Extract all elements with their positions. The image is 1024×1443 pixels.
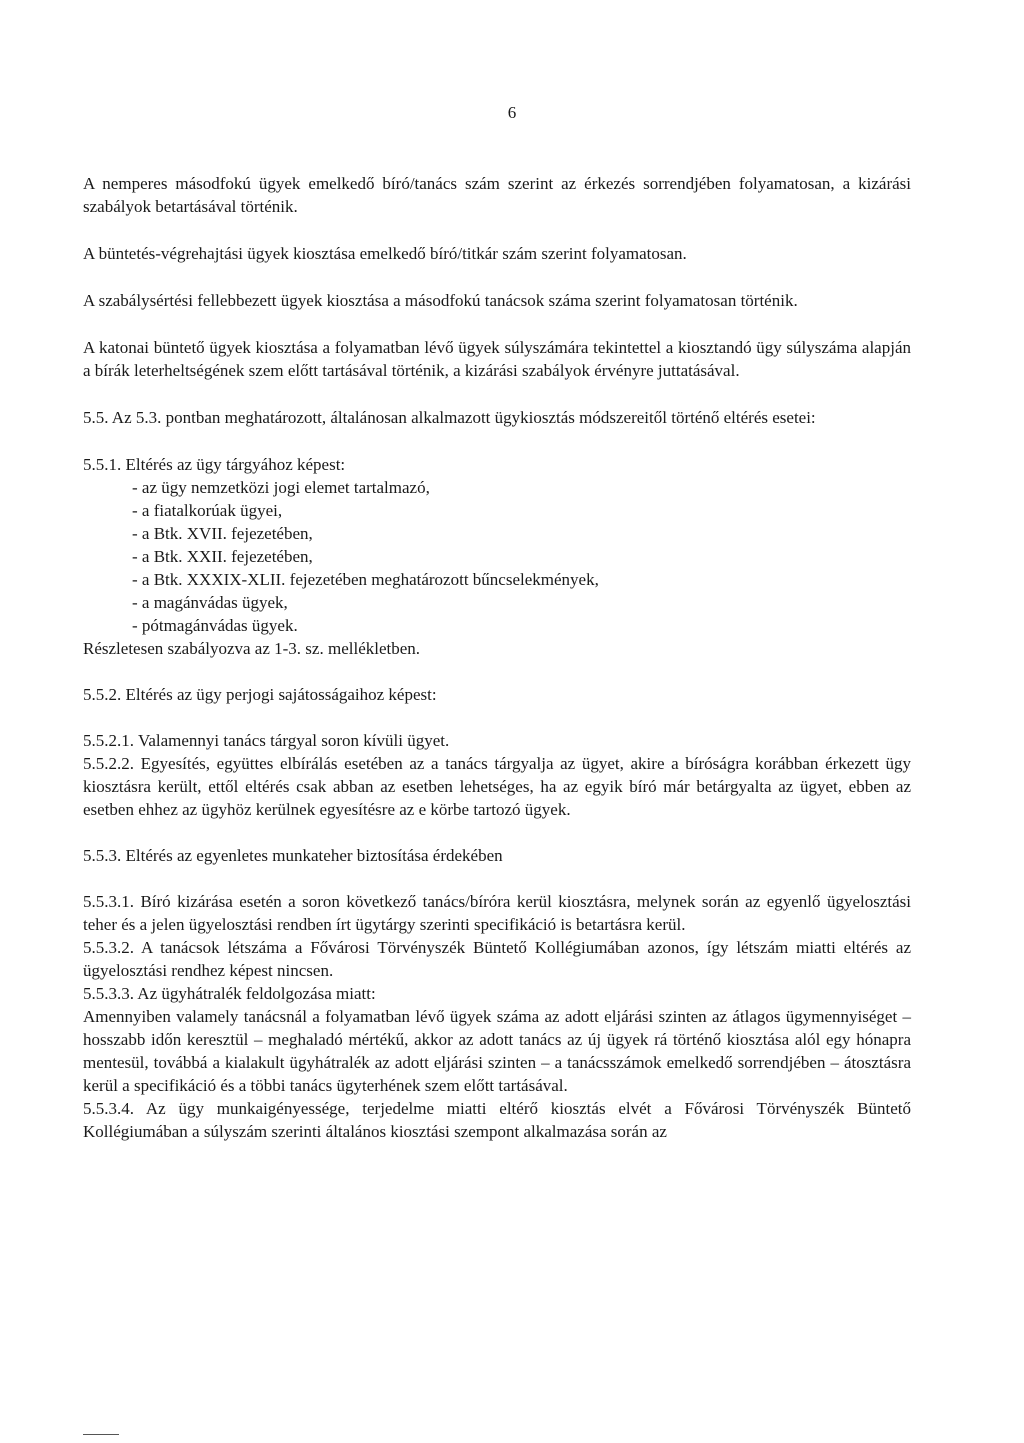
section-5-5-2-2: 5.5.2.2. Egyesítés, együttes elbírálás esetében az a tanács tárgyalja az ügyet, akire a bíróságra korábban érkezett ügy kiosztásra került, ettől eltérés csak abban az esetben lehetséges, ha az egyik bíró már betárgyalta az ügyet, ebben az esetben ehhez az ügyhöz kerülnek egyesítésre az e körbe tartozó ügyek. — [83, 754, 911, 819]
section-5-5-3-4: 5.5.3.4. Az ügy munkaigényessége, terjedelme miatti eltérő kiosztás elvét a Fővárosi Törvényszék Büntető Kollégiumában a súlyszám szerinti általános kiosztási szempont alkalmazása során az — [83, 1099, 911, 1141]
section-5-5-1-note: Részletesen szabályozva az 1-3. sz. mellékletben. — [83, 639, 421, 658]
list-item: - a Btk. XVII. fejezetében, — [132, 524, 313, 543]
list-item: - az ügy nemzetközi jogi elemet tartalmazó, — [132, 478, 430, 497]
paragraph-bv: A büntetés-végrehajtási ügyek kiosztása emelkedő bíró/titkár szám szerint folyamatosan. — [83, 244, 687, 263]
section-5-5-2-1: 5.5.2.1. Valamennyi tanács tárgyal soron kívüli ügyet. — [83, 731, 450, 750]
document-body — [83, 172, 911, 1143]
section-5-5-3-3-body: Amennyiben valamely tanácsnál a folyamatban lévő ügyek száma az adott eljárási szinten az átlagos ügymennyiséget – hosszabb időn keresztül – meghaladó mértékű, akkor az adott tanács az új ügyek rá történő kiosztása alól egy hónapra mentesül, továbbá a kialakult ügyhátralék az adott eljárási szinten – a tanácsszámok emelkedő sorrendjében – átosztásra kerül a specifikáció és a többi tanács ügyterhének szem előtt tartásával. — [83, 1007, 911, 1095]
section-5-5-2-heading: 5.5.2. Eltérés az ügy perjogi sajátosságaihoz képest: — [83, 685, 437, 704]
list-item: - a magánvádas ügyek, — [132, 593, 288, 612]
section-5-5-3-heading: 5.5.3. Eltérés az egyenletes munkateher biztosítása érdekében — [83, 846, 503, 865]
page-number: 6 — [507, 103, 517, 122]
section-5-5-1-heading: 5.5.1. Eltérés az ügy tárgyához képest: — [83, 455, 346, 474]
paragraph-nemperes: A nemperes másodfokú ügyek emelkedő bíró/tanács szám szerint az érkezés sorrendjében folyamatosan, a kizárási szabályok betartásával történik. — [83, 174, 911, 216]
paragraph-katonai: A katonai büntető ügyek kiosztása a folyamatban lévő ügyek súlyszámára tekintettel a kiosztandó ügy súlyszáma alapján a bírák leterheltségének szem előtt tartásával történik, a kizárási szabályok érvényre juttatásával. — [83, 338, 911, 380]
section-5-5: 5.5. Az 5.3. pontban meghatározott, általánosan alkalmazott ügykiosztás módszereitől történő eltérés esetei: — [83, 408, 816, 427]
list-item: - a fiatalkorúak ügyei, — [132, 501, 283, 520]
section-5-5-1-list — [83, 476, 911, 637]
section-5-5-3-1: 5.5.3.1. Bíró kizárása esetén a soron következő tanács/bíróra kerül kiosztásra, melynek során az egyenlő ügyelosztási teher és a jelen ügyelosztási rendben írt ügytárgy szerinti specifikáció is betartásra kerül. — [83, 892, 911, 934]
footer-rule — [83, 1434, 119, 1435]
section-5-5-3-2: 5.5.3.2. A tanácsok létszáma a Fővárosi Törvényszék Büntető Kollégiumában azonos, így létszám miatti eltérés az ügyelosztási rendhez képest nincsen. — [83, 938, 911, 980]
list-item: - a Btk. XXII. fejezetében, — [132, 547, 313, 566]
paragraph-szabalysertesi: A szabálysértési fellebbezett ügyek kiosztása a másodfokú tanácsok száma szerint folyamatosan történik. — [83, 291, 798, 310]
list-item: - pótmagánvádas ügyek. — [132, 616, 298, 635]
list-item: - a Btk. XXXIX-XLII. fejezetében meghatározott bűncselekmények, — [132, 570, 599, 589]
section-5-5-3-3-heading: 5.5.3.3. Az ügyhátralék feldolgozása miatt: — [83, 984, 376, 1003]
